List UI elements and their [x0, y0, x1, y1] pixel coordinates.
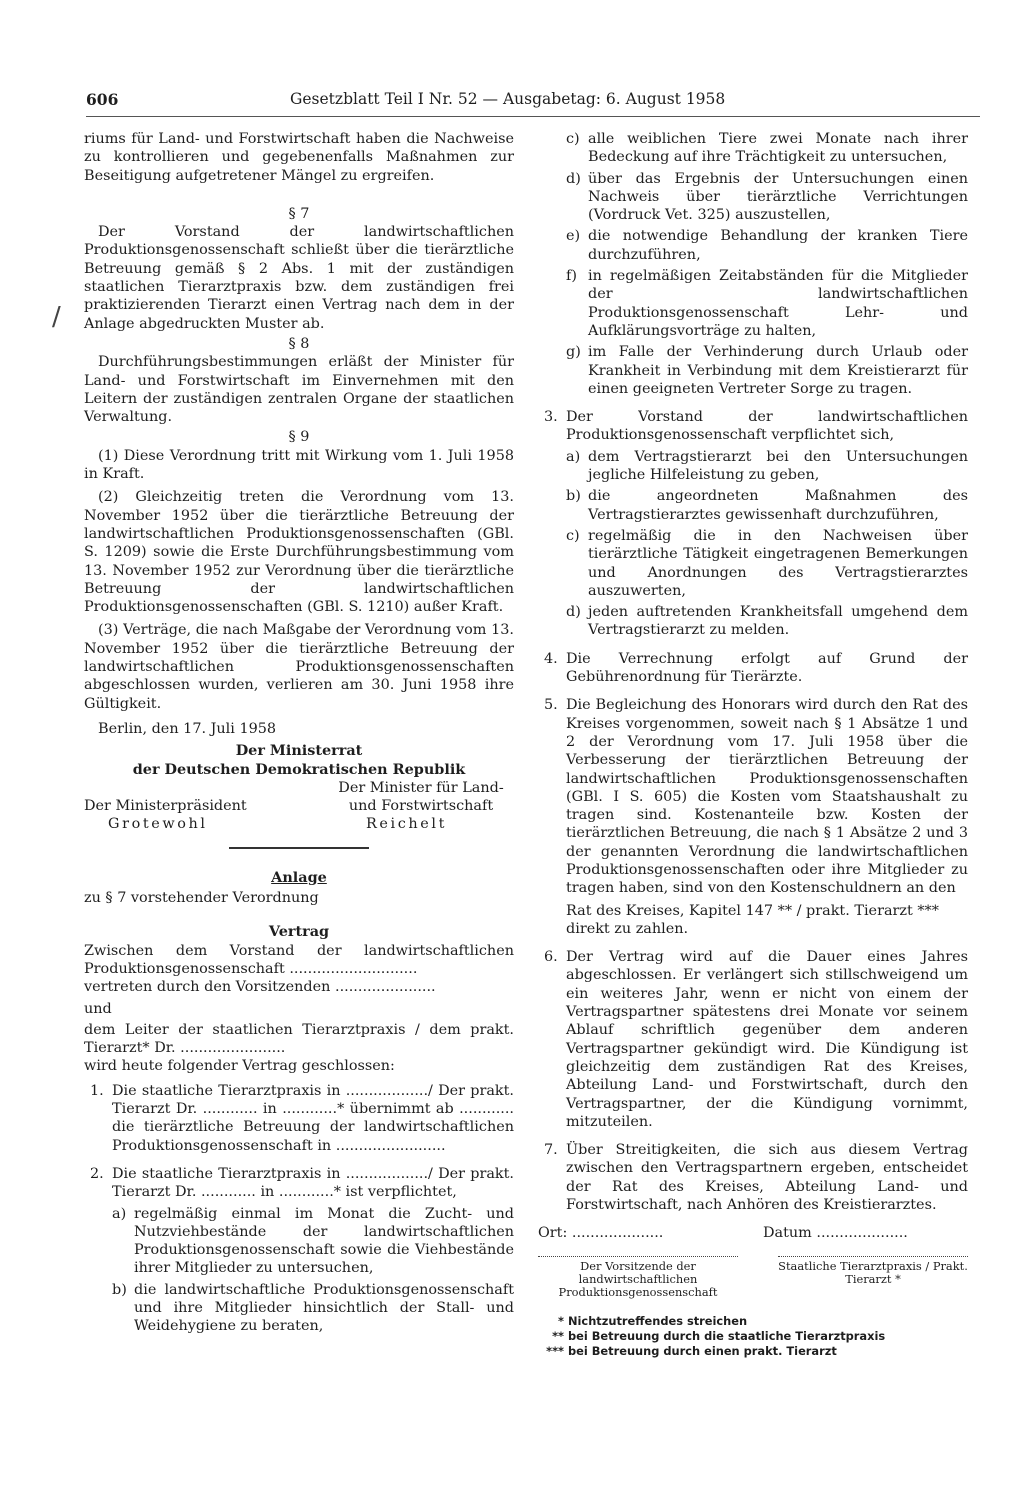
item-5-number: 5.	[544, 697, 558, 714]
footnote-2	[538, 1329, 968, 1344]
item-2-a	[112, 1205, 514, 1278]
item-3-number: 3.	[544, 409, 558, 426]
contract-title: Vertrag	[268, 923, 330, 941]
section-7-text: Der Vorstand der landwirtschaftlichen Produktionsgenossenschaft schließt über die tierärztliche Betreuung gemäß § 2 Abs. 1 mit der zuständigen staatlichen Tierarztpraxis bzw. dem zuständigen frei praktizierenden Tierarzt einen Vertrag nach dem in der Anlage abgedruckten Muster ab.	[84, 224, 514, 332]
contract-item-6	[538, 948, 968, 1131]
footnote-1-mark: *	[558, 1314, 564, 1329]
item-2-c-text: alle weiblichen Tiere zwei Monate nach ihrer Bedeckung auf ihre Trächtigkeit zu untersuchen,	[588, 131, 968, 166]
item-5-end: direkt zu zahlen.	[566, 920, 689, 937]
item-2-text: Die staatliche Tierarztpraxis in ................../ Der prakt. Tierarzt Dr. ............ in ............* ist verpflichtet,	[112, 1165, 514, 1201]
item-5-payee-line: Rat des Kreises, Kapitel 147 ** / prakt. Tierarzt ***	[566, 902, 939, 919]
item-3-b-label: b)	[566, 488, 581, 505]
footnote-2-mark: **	[552, 1329, 564, 1344]
council-line-1: Der Ministerrat	[235, 742, 363, 760]
item-3-c-text: regelmäßig die in den Nachweisen über tierärztliche Tätigkeit eingetragenen Bemerkungen und Anordnungen des Vertragstierarztes auszuwerten,	[588, 527, 968, 599]
section-9-para-3: (3) Verträge, die nach Maßgabe der Verordnung vom 13. November 1952 über die tierärztliche Betreuung der landwirtschaftlichen Produktionsgenossenschaften abgeschlossen wurden, verlieren am 30. Juni 1958 ihre Gültigkeit.	[84, 622, 514, 712]
left-column	[84, 130, 514, 1336]
contract-item-1	[84, 1082, 514, 1155]
item-2-c	[566, 130, 968, 167]
date-field: Datum ....................	[763, 1225, 908, 1242]
footnote-2-text: bei Betreuung durch die staatliche Tierarztpraxis	[568, 1329, 886, 1344]
signature-lines	[538, 1256, 968, 1312]
place-date-row	[538, 1224, 968, 1250]
right-column	[538, 130, 968, 1359]
section-9-para-1: (1) Diese Verordnung tritt mit Wirkung vom 1. Juli 1958 in Kraft.	[84, 447, 514, 483]
place-field: Ort: ....................	[538, 1225, 664, 1242]
item-4-number: 4.	[544, 650, 558, 667]
item-2-b-text: die landwirtschaftliche Produktionsgenossenschaft und ihre Mitglieder hinsichtlich der Stall- und Weidehygiene zu beraten,	[134, 1281, 514, 1335]
president-label: Der Ministerpräsident	[84, 797, 247, 814]
item-4-text: Die Verrechnung erfolgt auf Grund der Gebührenordnung für Tierärzte.	[566, 650, 968, 686]
item-3-b-text: die angeordneten Maßnahmen des Vertragstierarztes gewissenhaft durchzuführen,	[588, 488, 968, 523]
footnote-3	[538, 1344, 968, 1359]
item-2-e-text: die notwendige Behandlung der kranken Tiere durchzuführen,	[588, 228, 968, 263]
item-2-a-label: a)	[112, 1205, 127, 1222]
footnote-1-text: Nichtzutreffendes streichen	[568, 1314, 748, 1329]
footnote-3-mark: ***	[546, 1344, 564, 1359]
item-1-text: Die staatliche Tierarztpraxis in ................../ Der prakt. Tierarzt Dr. ............ in ............* übernimmt ab ............ die tierärztliche Betreuung der landwirtschaftlichen Produktionsgenossenschaft in ........................	[112, 1082, 514, 1154]
footnotes	[538, 1314, 968, 1359]
contract-conclusion-line: wird heute folgender Vertrag geschlossen:	[84, 1058, 395, 1075]
footnote-1	[538, 1314, 968, 1329]
contract-representative-line: vertreten durch den Vorsitzenden ......................	[84, 979, 436, 996]
item-2-f-label: f)	[566, 268, 577, 285]
item-2-g-text: im Falle der Verhinderung durch Urlaub oder Krankheit in Verbindung mit dem Kreistierarzt für einen geeigneten Vertreter Sorge zu tragen.	[588, 344, 968, 397]
item-2-e-label: e)	[566, 228, 581, 245]
contract-item-3	[538, 408, 968, 445]
page-number: 606	[86, 90, 119, 109]
item-2-e	[566, 227, 968, 264]
item-2-f-text: in regelmäßigen Zeitabständen für die Mitglieder der landwirtschaftlichen Produktionsgenossenschaft Lehr- und Aufklärungsvorträge zu halten,	[588, 268, 968, 339]
contract-item-7	[538, 1141, 968, 1214]
item-2-b	[112, 1281, 514, 1336]
item-6-text: Der Vertrag wird auf die Dauer eines Jahres abgeschlossen. Er verlängert sich stillschweigend um ein weiteres Jahr, wenn er nicht von einem der Vertragspartner spätestens drei Monate vor seinem Ablauf schriftlich gegenüber dem anderen Vertragspartner gekündigt wird. Die Kündigung ist gleichzeitig dem zuständigen Rat des Kreises, Abteilung Land- und Forstwirtschaft, durch den Vertragspartner, der die Kündigung vornimmt, mitzuteilen.	[566, 949, 968, 1130]
item-2-b-label: b)	[112, 1281, 127, 1298]
item-2-g-label: g)	[566, 344, 581, 361]
item-7-number: 7.	[544, 1142, 558, 1159]
intro-paragraph: riums für Land- und Forstwirtschaft haben die Nachweise zu kontrollieren und gegebenenfalls Maßnahmen zur Beseitigung aufgetretener Mängel zu ergreifen.	[84, 131, 514, 184]
item-1-number: 1.	[90, 1082, 104, 1099]
item-3-text: Der Vorstand der landwirtschaftlichen Produktionsgenossenschaft verpflichtet sich,	[566, 409, 968, 444]
item-2-number: 2.	[90, 1165, 104, 1182]
item-2-f	[566, 267, 968, 340]
minister-label: Der Minister für Land- und Forstwirtschaft	[338, 779, 504, 815]
item-7-text: Über Streitigkeiten, die sich aus diesem Vertrag zwischen den Vertragspartnern ergeben, entscheidet der Rat des Kreises, Abteilung Land- und Forstwirtschaft, nach Anhören des Kreistierarztes.	[566, 1142, 968, 1214]
section-9-para-2: (2) Gleichzeitig treten die Verordnung vom 13. November 1952 über die tierärztliche Betreuung der landwirtschaftlichen Produktionsgenossenschaften (GBl. S. 1209) sowie die Erste Durchführungsbestimmung vom 13. November 1952 zur Verordnung über die tierärztliche Betreuung der landwirtschaftlichen Produktionsgenossenschaften (GBl. S. 1210) außer Kraft.	[84, 489, 514, 616]
vet-signature-caption: Staatliche Tierarztpraxis / Prakt. Tierarzt *	[778, 1256, 968, 1286]
section-8-heading: § 8	[288, 335, 310, 352]
place-date: Berlin, den 17. Juli 1958	[98, 720, 277, 737]
item-2-a-text: regelmäßig einmal im Monat die Zucht- und Nutzviehbestände der landwirtschaftlichen Produktionsgenossenschaft sowie die Viehbestände ihrer Mitglieder zu untersuchen,	[134, 1205, 514, 1277]
item-3-c	[566, 527, 968, 600]
annex-reference: zu § 7 vorstehender Verordnung	[84, 890, 319, 907]
annex-title: Anlage	[271, 868, 327, 886]
item-3-d-label: d)	[566, 604, 581, 621]
item-3-a-text: dem Vertragstierarzt bei den Untersuchungen jegliche Hilfeleistung zu geben,	[588, 448, 968, 484]
president-name: Grotewohl	[108, 815, 208, 832]
item-2-d	[566, 170, 968, 225]
footnote-3-text: bei Betreuung durch einen prakt. Tierarzt	[568, 1344, 837, 1359]
item-3-b	[566, 487, 968, 524]
signature-block	[84, 779, 514, 835]
page-header	[86, 86, 980, 117]
contract-item-4	[538, 650, 968, 687]
section-8-text: Durchführungsbestimmungen erläßt der Minister für Land- und Forstwirtschaft im Einvernehmen mit den Leitern der zuständigen zentralen Organe der staatlichen Verwaltung.	[84, 354, 514, 426]
item-2-g	[566, 343, 968, 398]
item-3-a	[566, 448, 968, 485]
contract-and: und	[84, 1000, 112, 1017]
item-5-text: Die Begleichung des Honorars wird durch den Rat des Kreises vorgenommen, soweit nach § 1 Absätze 1 und 2 der Verordnung vom 17. Juli 1958 über die Verbesserung der tierärztlichen Betreuung der landwirtschaftlichen Produktionsgenossenschaften (GBl. I S. 605) die Kosten vom Staatshaushalt zu tragen sind. Kostenanteile bzw. Kosten der tierärztlichen Betreuung, die nach § 1 Absätze 2 und 3 der genannten Verordnung die landwirtschaftlichen Produktionsgenossenschaften oder ihre Mitglieder zu tragen haben, sind von den Kostenschuldnern an den	[566, 697, 968, 897]
contract-item-5	[538, 696, 968, 938]
section-7-heading: § 7	[288, 205, 310, 222]
council-line-2: der Deutschen Demokratischen Republik	[132, 760, 466, 778]
item-2-d-label: d)	[566, 170, 581, 187]
divider-rule	[229, 847, 369, 849]
item-6-number: 6.	[544, 949, 558, 966]
minister-name: Reichelt	[366, 815, 447, 832]
margin-slash-mark: /	[52, 302, 61, 332]
item-3-a-label: a)	[566, 448, 581, 465]
contract-item-2	[84, 1165, 514, 1202]
contract-parties-line: Zwischen dem Vorstand der landwirtschaftlichen Produktionsgenossenschaft ............................	[84, 942, 514, 977]
item-2-c-label: c)	[566, 131, 580, 147]
item-2-d-text: über das Ergebnis der Untersuchungen einen Nachweis über tierärztliche Verrichtungen (Vordruck Vet. 325) auszustellen,	[588, 170, 968, 224]
contract-vet-line: dem Leiter der staatlichen Tierarztpraxis / dem prakt. Tierarzt* Dr. .......................	[84, 1021, 514, 1057]
chairman-signature-caption: Der Vorsitzende der landwirtschaftlichen Produktionsgenossenschaft	[538, 1256, 738, 1299]
item-3-c-label: c)	[566, 527, 580, 544]
header-title: Gesetzblatt Teil I Nr. 52 — Ausgabetag: 6. August 1958	[290, 90, 726, 108]
item-3-d	[566, 603, 968, 640]
section-9-heading: § 9	[288, 429, 310, 446]
item-3-d-text: jeden auftretenden Krankheitsfall umgehend dem Vertragstierarzt zu melden.	[588, 604, 968, 639]
